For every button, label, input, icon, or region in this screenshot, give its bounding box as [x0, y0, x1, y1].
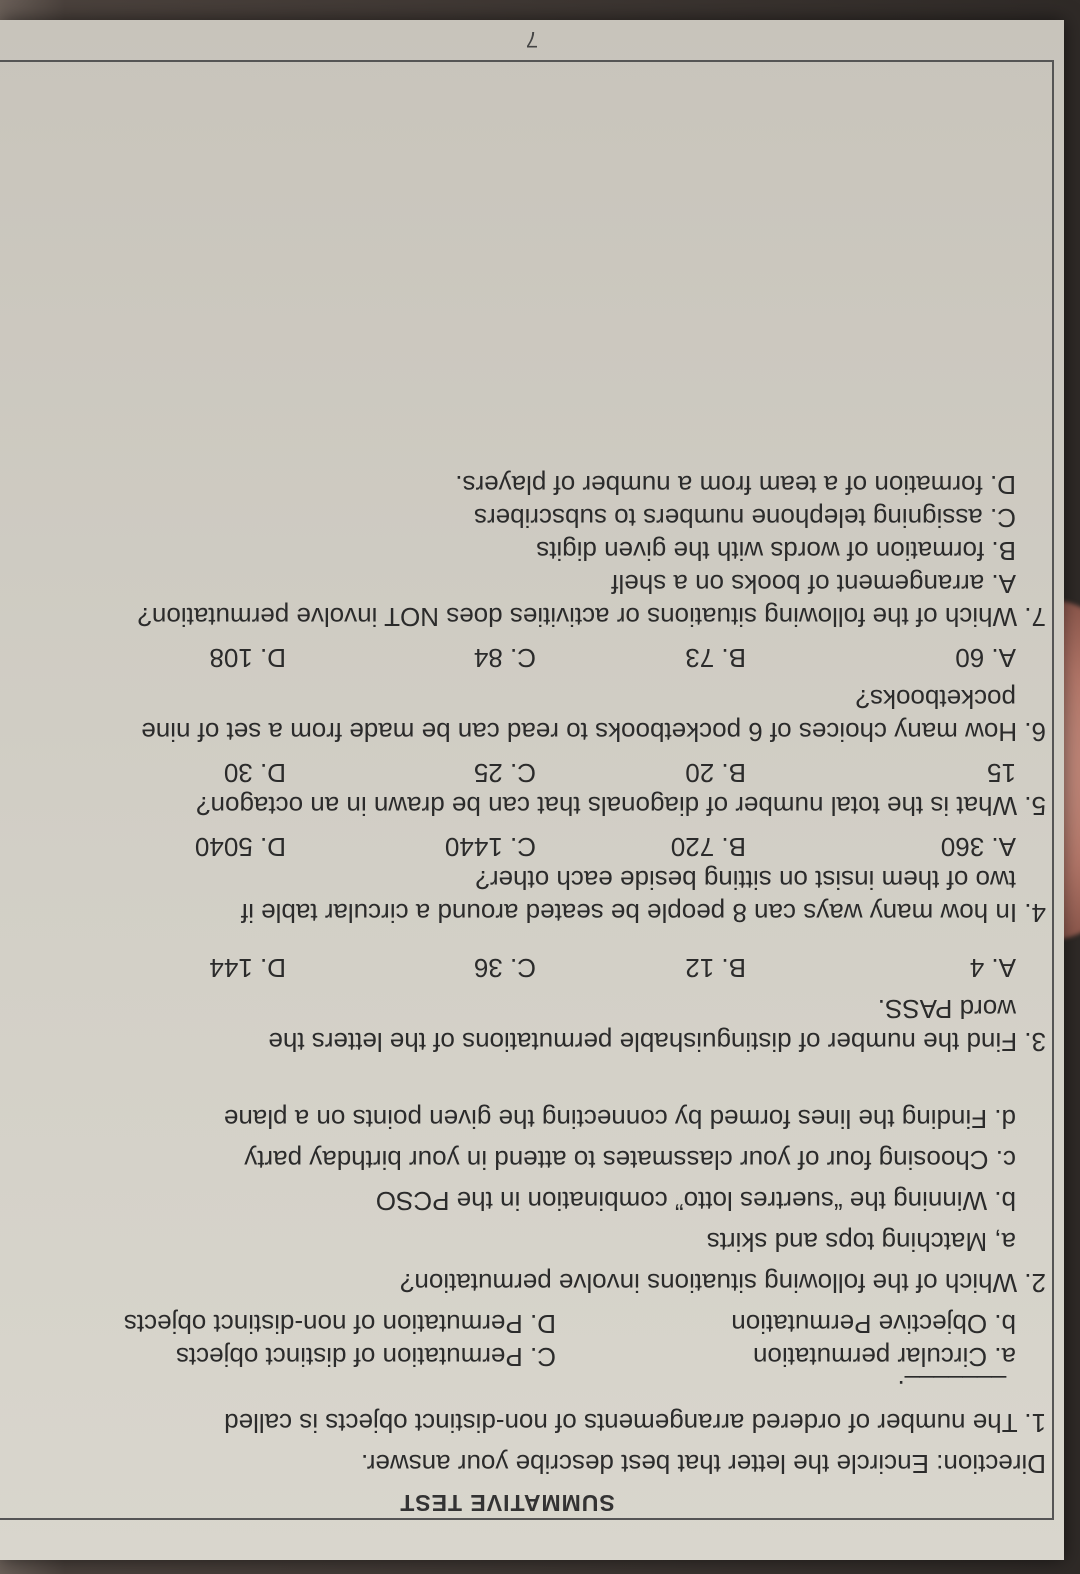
option-b[interactable]: B. formation of words with the given digits — [536, 536, 1016, 566]
option-a[interactable]: A. 360 — [940, 832, 1016, 862]
option-b[interactable]: B. 720 — [670, 832, 746, 862]
option-c[interactable]: c. Choosing four of your classmates to attend in your birthday party — [244, 1145, 1016, 1175]
question-text-cont: two of them insist on sitting beside each other? — [475, 865, 1016, 895]
option-d[interactable]: D. 5040 — [194, 832, 286, 862]
direction-text: Direction: Encircle the letter that best describe your answer. — [361, 1449, 1046, 1479]
option-a[interactable]: a, Matching tops and skirts — [706, 1227, 1016, 1257]
option-b[interactable]: B. 12 — [685, 953, 746, 983]
option-c[interactable]: C. 84 — [473, 643, 536, 673]
option-row — [0, 951, 1046, 984]
question-1 — [0, 1307, 1046, 1439]
question-text: 1. The number of ordered arrangements of non-distinct objects is called — [224, 1408, 1046, 1438]
option-a[interactable]: A. 4 — [969, 953, 1016, 983]
option-row — [0, 830, 1046, 863]
option-d[interactable]: D. 30 — [223, 758, 286, 788]
question-text-cont: word PASS. — [877, 994, 1016, 1024]
option-a[interactable]: A. arrangement of books on a shelf — [611, 569, 1016, 599]
option-row — [0, 756, 1046, 789]
option-c[interactable]: C. assigning telephone numbers to subscribers — [474, 503, 1016, 533]
option-a[interactable]: A. 60 — [955, 643, 1016, 673]
test-title: SUMMATIVE TEST — [399, 1490, 615, 1516]
option-c[interactable]: C. 36 — [473, 953, 536, 983]
option-b[interactable]: B. 73 — [685, 643, 746, 673]
option-d[interactable]: D. Permutation of non-distinct objects — [123, 1309, 556, 1339]
option-b[interactable]: b. Winning the “suertres lotto” combination in the PCSO — [375, 1186, 1016, 1216]
option-a[interactable]: 15 — [987, 758, 1016, 788]
question-5 — [0, 756, 1046, 822]
option-d[interactable]: d. Finding the lines formed by connecting the given points on a plane — [223, 1104, 1016, 1134]
question-2 — [0, 1102, 1046, 1299]
option-d[interactable]: D. formation of a team from a number of players. — [455, 470, 1016, 500]
question-text: 7. Which of the following situations or activities does NOT involve permutation? — [137, 602, 1046, 632]
option-c[interactable]: C. Permutation of distinct objects — [175, 1342, 556, 1372]
page-number: 7 — [525, 27, 539, 52]
option-d[interactable]: D. 108 — [209, 643, 286, 673]
option-b[interactable]: B. 20 — [685, 758, 746, 788]
question-7 — [0, 468, 1046, 633]
question-text: 6. How many choices of 6 pocketbooks to read can be made from a set of nine — [141, 717, 1046, 747]
option-row — [0, 1340, 1046, 1373]
option-b[interactable]: b. Objective Permutation — [731, 1309, 1016, 1339]
option-d[interactable]: D. 144 — [209, 953, 286, 983]
option-row — [0, 641, 1046, 674]
question-text: 5. What is the total number of diagonals that can be drawn in an octagon? — [196, 791, 1046, 821]
option-row — [0, 1307, 1046, 1340]
question-text: 2. Which of the following situations involve permutation? — [399, 1268, 1046, 1298]
option-c[interactable]: C. 1440 — [444, 832, 536, 862]
question-text-cont: pocketbooks? — [855, 684, 1016, 714]
question-text: 4. In how many ways can 8 people be seated around a circular table if — [240, 898, 1046, 928]
answer-blank: _______. — [897, 1375, 1006, 1405]
question-4 — [0, 830, 1046, 929]
option-a[interactable]: a. Circular permutation — [753, 1342, 1016, 1372]
paper-page — [0, 20, 1064, 1560]
page-frame — [0, 60, 1054, 1520]
test-content — [0, 468, 1046, 1480]
question-text: 3. Find the number of distinguishable permutations of the letters the — [268, 1027, 1046, 1057]
question-6 — [0, 641, 1046, 748]
question-3 — [0, 951, 1046, 1058]
option-c[interactable]: C. 25 — [473, 758, 536, 788]
